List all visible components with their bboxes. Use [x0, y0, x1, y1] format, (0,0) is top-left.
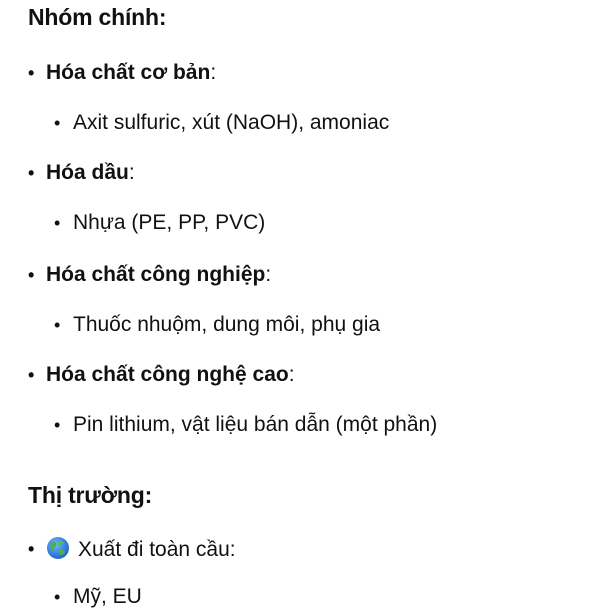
bullet: •	[54, 315, 61, 335]
bullet: •	[28, 365, 35, 385]
main-group-heading: Nhóm chính:	[28, 4, 167, 30]
item-label: Hóa chất công nghệ cao	[46, 363, 289, 386]
item-detail	[54, 110, 389, 136]
item-detail	[54, 312, 380, 338]
main-group-item: • Hóa chất cơ bản:	[28, 61, 217, 84]
item-label: Hóa chất công nghiệp	[46, 263, 266, 286]
item-label: Hóa dầu	[46, 161, 129, 184]
bullet: •	[28, 63, 35, 83]
item-detail	[54, 210, 265, 236]
main-group-item: • Hóa dầu:	[28, 161, 135, 184]
globe-icon	[46, 536, 70, 560]
item-detail	[54, 412, 437, 438]
item-detail-text: Nhựa (PE, PP, PVC)	[73, 211, 266, 234]
market-item	[28, 536, 236, 563]
item-label: Hóa chất cơ bản	[46, 61, 211, 84]
bullet: •	[54, 113, 61, 133]
market-item-label: Xuất đi toàn cầu:	[78, 538, 236, 561]
main-group-item: • Hóa chất công nghệ cao:	[28, 363, 295, 386]
item-detail-text: Thuốc nhuộm, dung môi, phụ gia	[73, 313, 381, 336]
item-detail-text: Axit sulfuric, xút (NaOH), amoniac	[73, 111, 390, 134]
bullet: •	[54, 415, 61, 435]
market-item-detail-text: Mỹ, EU	[73, 585, 142, 608]
bullet: •	[28, 539, 35, 559]
bullet: •	[54, 213, 61, 233]
market-heading: Thị trường:	[28, 482, 153, 508]
bullet: •	[28, 163, 35, 183]
bullet: •	[28, 265, 35, 285]
bullet: •	[54, 587, 61, 607]
main-group-item: • Hóa chất công nghiệp:	[28, 263, 272, 286]
item-detail-text: Pin lithium, vật liệu bán dẫn (một phần)	[73, 413, 438, 436]
market-item-detail	[54, 584, 142, 610]
